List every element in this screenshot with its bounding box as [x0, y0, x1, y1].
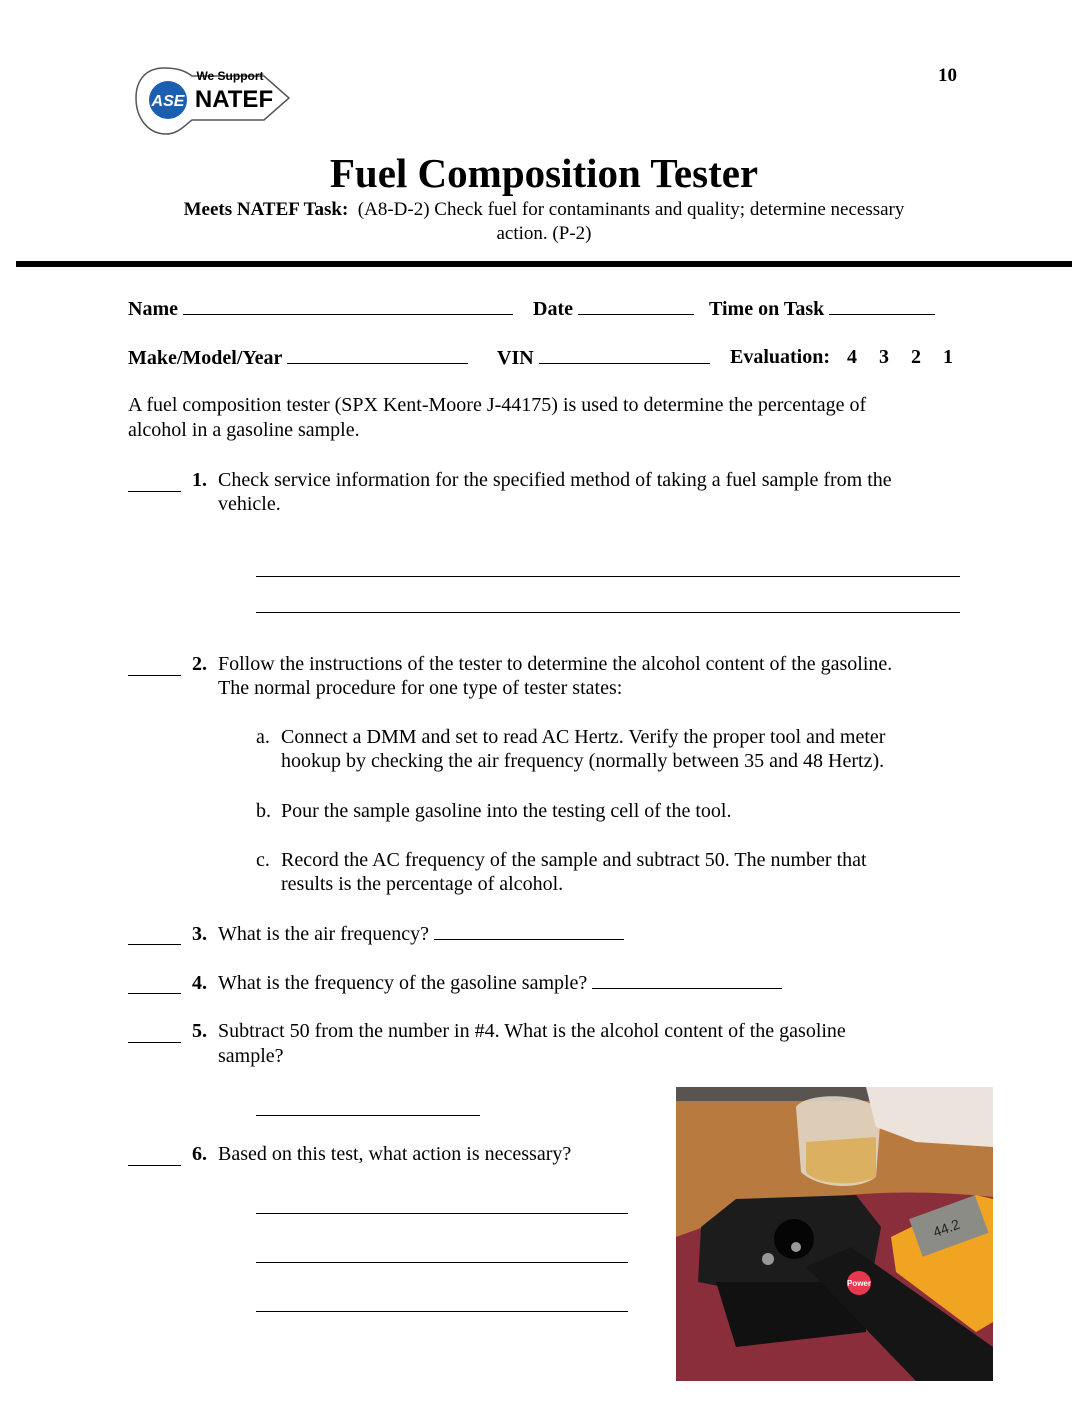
score-4[interactable]: 4 [847, 346, 858, 368]
evaluation-label: Evaluation: [730, 346, 831, 368]
fuel-tester-photo [676, 1087, 993, 1381]
step-5-line-2: sample? [218, 1045, 284, 1067]
vin-label: VIN [497, 347, 534, 369]
step-3-check[interactable] [128, 944, 181, 945]
answer-line[interactable] [256, 1262, 628, 1263]
step-text: What is the air frequency? [218, 923, 430, 945]
step-text: Follow the instructions of the tester to determine the alcohol content of the gasoline. [218, 653, 893, 675]
answer-line[interactable] [256, 1115, 480, 1116]
answer-line[interactable] [592, 970, 782, 989]
date-field[interactable] [533, 296, 694, 321]
intro-line-1: A fuel composition tester (SPX Kent-Moore J-44175) is used to determine the percentage of [128, 394, 867, 416]
score-1[interactable]: 1 [943, 346, 954, 368]
make-model-year-field[interactable] [128, 345, 468, 370]
task-label: Meets NATEF Task: [183, 199, 349, 220]
make-label: Make/Model/Year [128, 347, 283, 369]
substep-c-line-2: results is the percentage of alcohol. [281, 873, 564, 895]
step-4 [192, 970, 782, 995]
step-number: 1. [192, 469, 207, 491]
substep-text: Record the AC frequency of the sample and subtract 50. The number that [281, 849, 867, 871]
substep-b [256, 799, 731, 823]
date-label: Date [533, 298, 573, 320]
step-number: 4. [192, 972, 207, 994]
answer-line[interactable] [256, 612, 960, 613]
step-4-check[interactable] [128, 993, 181, 994]
substep-c [256, 848, 867, 872]
step-1-check[interactable] [128, 491, 181, 492]
name-field[interactable] [128, 296, 513, 321]
step-1-line-2: vehicle. [218, 493, 281, 515]
name-label: Name [128, 298, 178, 320]
answer-line[interactable] [256, 1213, 628, 1214]
task-text: (A8-D-2) Check fuel for contaminants and quality; determine necessary [357, 199, 905, 220]
step-3 [192, 921, 624, 946]
logo-main-text: NATEF [194, 86, 274, 113]
intro-line-2: alcohol in a gasoline sample. [128, 419, 360, 441]
meter-reading: 44.2 [930, 1215, 962, 1241]
time-field[interactable] [709, 296, 935, 321]
logo-ase-text: ASE [151, 93, 185, 110]
step-number: 5. [192, 1020, 207, 1042]
step-text: Based on this test, what action is necessary? [218, 1143, 572, 1165]
answer-line[interactable] [256, 576, 960, 577]
answer-line[interactable] [434, 921, 624, 940]
natef-logo [134, 62, 294, 140]
page-number: 10 [938, 65, 957, 86]
header-rule [16, 261, 1072, 267]
substep-text: Pour the sample gasoline into the testing cell of the tool. [281, 800, 732, 822]
substep-letter: b. [256, 800, 271, 822]
step-5-check[interactable] [128, 1042, 181, 1043]
score-2[interactable]: 2 [911, 346, 922, 368]
score-3[interactable]: 3 [879, 346, 890, 368]
substep-text: Connect a DMM and set to read AC Hertz. Verify the proper tool and meter [281, 726, 886, 748]
substep-a [256, 725, 885, 749]
step-number: 2. [192, 653, 207, 675]
time-label: Time on Task [709, 298, 825, 320]
step-5 [192, 1019, 846, 1043]
logo-top-text: We Support [196, 69, 264, 83]
substep-letter: a. [256, 726, 270, 748]
answer-line[interactable] [256, 1311, 628, 1312]
substep-a-line-2: hookup by checking the air frequency (normally between 35 and 48 Hertz). [281, 750, 885, 772]
page-title: Fuel Composition Tester [329, 150, 759, 196]
step-2-check[interactable] [128, 675, 181, 676]
step-6-check[interactable] [128, 1165, 181, 1166]
step-text: Subtract 50 from the number in #4. What is the alcohol content of the gasoline [218, 1020, 846, 1042]
step-6 [192, 1142, 571, 1166]
evaluation [730, 345, 953, 369]
step-2 [192, 652, 892, 676]
step-text: Check service information for the specified method of taking a fuel sample from the [218, 469, 892, 491]
step-number: 6. [192, 1143, 207, 1165]
step-text: What is the frequency of the gasoline sample? [218, 972, 588, 994]
step-2-line-2: The normal procedure for one type of tester states: [218, 677, 623, 699]
step-number: 3. [192, 923, 207, 945]
vin-field[interactable] [497, 345, 710, 370]
power-button-label: Power [846, 1279, 872, 1288]
task-line-1 [0, 198, 1088, 222]
step-1 [192, 468, 892, 492]
substep-letter: c. [256, 849, 270, 871]
task-line-2: action. (P-2) [496, 223, 592, 244]
